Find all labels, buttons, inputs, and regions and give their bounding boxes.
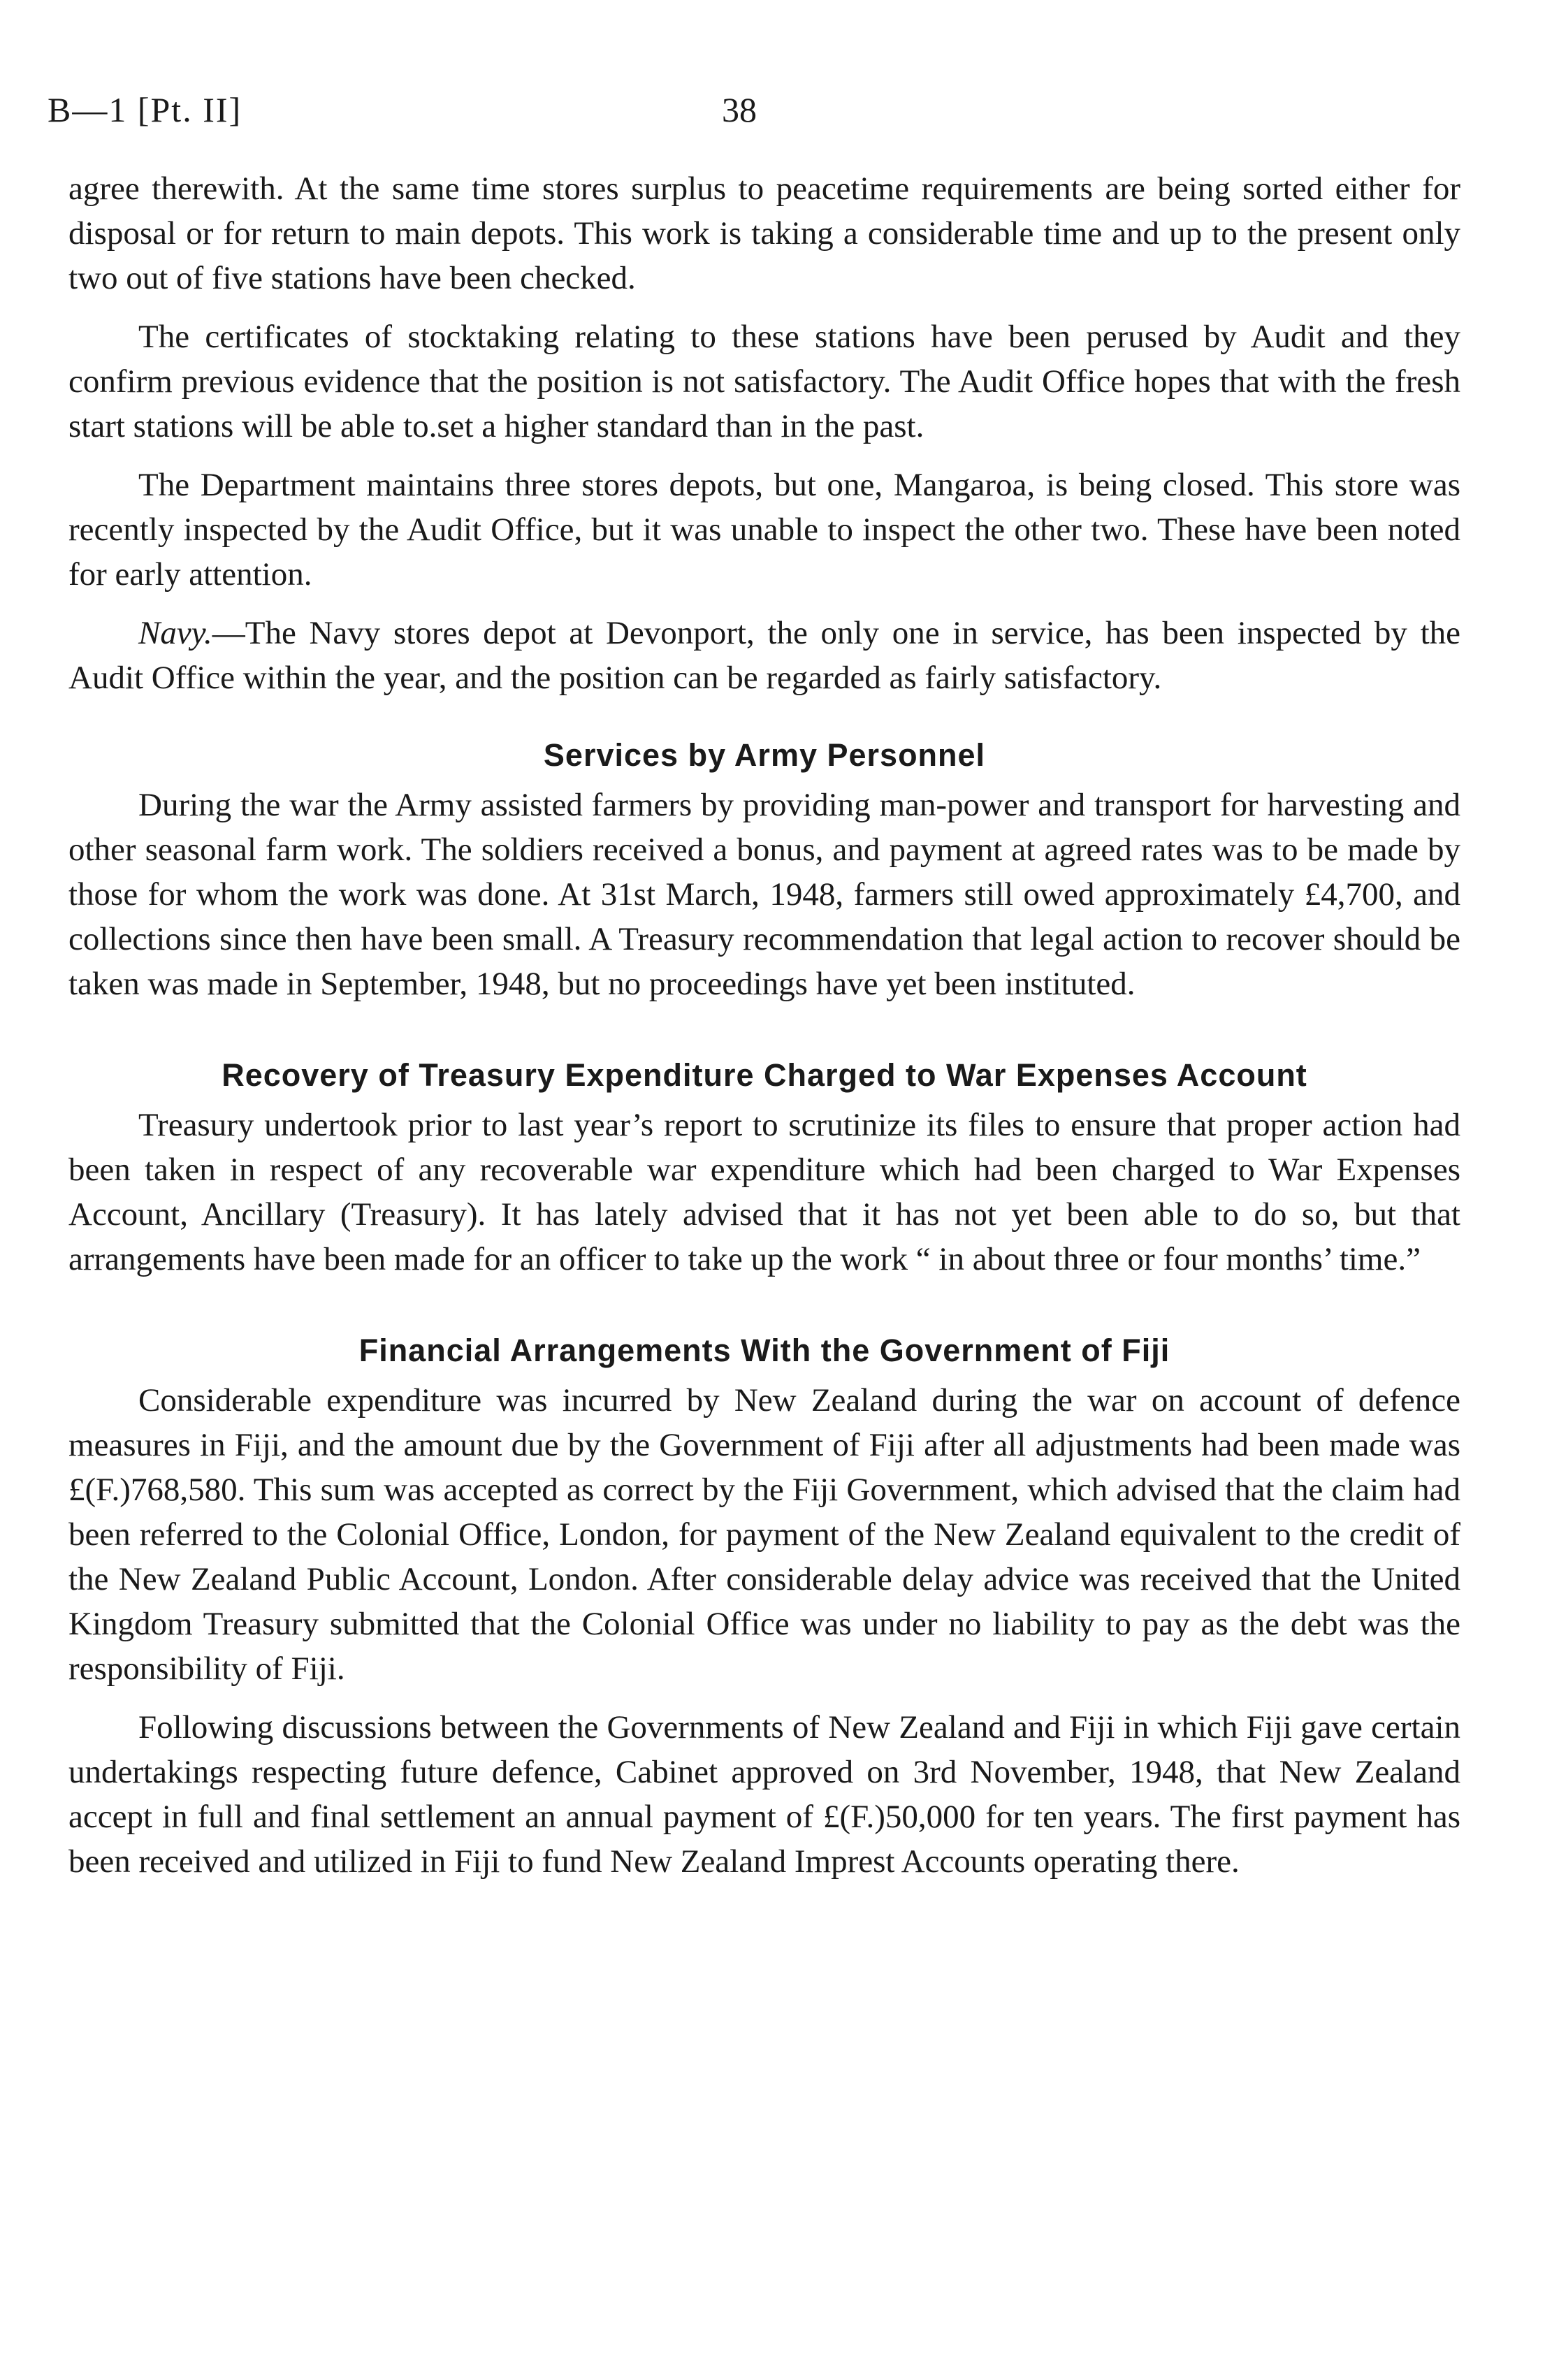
paragraph-treasury-recovery: Treasury undertook prior to last year’s report to scrutinize its files to ensure that proper action had been taken in respect of any recoverable war expenditure which had been charged to War Expenses Account, Ancillary (Treasury). It has lately advised that it has not yet been able to do so, but that arrangements have been made for an officer to take up the work “ in about three or four months’ time.” [68,1107,1460,1277]
document-reference: B—1 [Pt. II] [48,90,242,129]
navy-text: —The Navy stores depot at Devonport, the only one in service, has been inspected by the Audit Office within the year, and the position can be regarded as fairly satisfactory. [68,615,1460,696]
heading-fiji-arrangements: Financial Arrangements With the Government of Fiji [358,1333,1170,1368]
paragraph-stocktaking-certificates: The certificates of stocktaking relating to these stations have been perused by Audit and they confirm previous evidence that the position is not satisfactory. The Audit Office hopes that with the fresh start stations will be able to.set a higher standard than in the past. [68,319,1460,444]
page-number: 38 [722,90,757,129]
paragraph-army-services: During the war the Army assisted farmers by providing man-power and transport for harvesting and other seasonal farm work. The soldiers received a bonus, and payment at agreed rates was to be made by those for whom the work was done. At 31st March, 1948, farmers still owed approximately £4,700, and collections since then have been small. A Treasury recommendation that legal action to recover should be taken was made in September, 1948, but no proceedings have yet been instituted. [68,787,1460,1002]
heading-treasury-recovery: Recovery of Treasury Expenditure Charged to War Expenses Account [222,1057,1307,1093]
document-body [68,166,1460,1898]
page-header [48,78,851,141]
navy-lead: Navy. [138,615,212,651]
paragraph-navy [68,611,1460,700]
paragraph-stores-surplus: agree therewith. At the same time stores surplus to peacetime requirements are being sorted either for disposal or for return to main depots. This work is taking a considerable time and up to the present only two out of five stations have been checked. [68,170,1460,296]
paragraph-fiji-settlement: Following discussions between the Governments of New Zealand and Fiji in which Fiji gave certain undertakings respecting future defence, Cabinet approved on 3rd November, 1948, that New Zealand accept in full and final settlement an annual payment of £(F.)50,000 for ten years. The first payment has been received and utilized in Fiji to fund New Zealand Imprest Accounts operating there. [68,1709,1460,1880]
heading-army-services: Services by Army Personnel [543,737,986,773]
paragraph-fiji-expenditure: Considerable expenditure was incurred by New Zealand during the war on account of defence measures in Fiji, and the amount due by the Government of Fiji after all adjustments had been made was £(F.)768,580. This sum was accepted as correct by the Fiji Government, which advised that the claim had been referred to the Colonial Office, London, for payment of the New Zealand equivalent to the credit of the New Zealand Public Account, London. After considerable delay advice was received that the United Kingdom Treasury submitted that the Colonial Office was under no liability to pay as the debt was the responsibility of Fiji. [68,1382,1460,1687]
paragraph-stores-depots: The Department maintains three stores depots, but one, Mangaroa, is being closed. This store was recently inspected by the Audit Office, but it was unable to inspect the other two. These have been noted for early attention. [68,467,1460,593]
